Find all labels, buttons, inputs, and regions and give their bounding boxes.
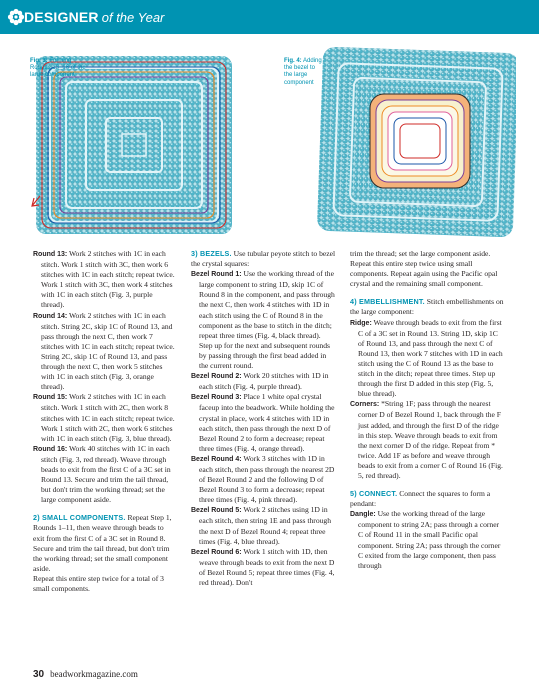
header-band <box>0 0 539 34</box>
fig3-illustration <box>32 56 232 234</box>
page-number: 30 <box>33 669 45 680</box>
bezel-round-3-label: Bezel Round 3: <box>191 394 242 402</box>
bezel-round-2-label: Bezel Round 2: <box>191 373 242 381</box>
site-url[interactable]: beadworkmagazine.com <box>50 669 138 679</box>
corners-text: *String 1F; pass through the nearest corner D of Bezel Round 1, back through the F just added, and through the first D of the ridge in this step. Weave through beads to exit from the next corner D of the ridge. Repeat from * twice. Add 1F as before and weave through beads to exit from a corner C of Round 16 (Fig. 5, red thread). <box>358 399 503 480</box>
fig4-illustration <box>317 47 516 238</box>
fig4-caption-text: Adding the bezel to the large component <box>284 58 322 86</box>
bezel-round-5-paragraph <box>191 505 336 546</box>
round-14-label: Round 14: <box>33 312 68 320</box>
step-4-heading: 4) EMBELLISHMENT. <box>350 297 425 307</box>
bezel-round-1-label: Bezel Round 1: <box>191 271 242 279</box>
bezel-round-6-text: Work 1 stitch with 1D, then weave through beads to exit from the next D of Bezel Round 5; repeat three times (Fig. 4, red thread). Don't <box>199 546 335 587</box>
step-2-repeat: Repeat this entire step twice for a total of 3 small components. <box>33 573 164 593</box>
round-16-text: Work 40 stitches with 1C in each stitch (Fig. 3, red thread). Weave through beads to exit from the first C of a 3C set in Round 13. Secure and trim the tail thread, but don't trim the working thread; set the large component aside. <box>41 443 171 505</box>
corners-paragraph <box>350 399 505 481</box>
round-13-paragraph <box>33 249 176 311</box>
fig3-caption <box>30 58 86 80</box>
dangle-text: Use the working thread of the large component to string 2A; pass through a corner C of Round 11 in the small Pacific opal component. String 2A; pass through the corner C exited from the large component, then pass through <box>358 509 501 570</box>
step-5-heading: 5) CONNECT. <box>350 489 398 499</box>
bezel-round-2-text: Work 20 stitches with 1D in each stitch (Fig. 4, purple thread). <box>199 371 329 392</box>
bezel-round-1-text: Use the working thread of the large component to string 1D, skip 1C of Round 8 in the component, and pass through the next C, then work 4 stitches with 1D in each stitch using the C of Round 8 in the component as the base to stitch in the ditch; repeat three times (Fig. 4, black thread). Step up for the next and subsequent rounds by passing through the first bead added in the current round. <box>199 269 335 371</box>
fig4-label: Fig. 4: <box>284 58 302 64</box>
repeat-step-text: Repeat this entire step twice using small components. Repeat again using the Pacific opal crystal and the remaining small component. <box>350 259 498 289</box>
round-15-text: Work 2 stitches with 1C in each stitch. Work 1 stitch with 2C, then work 8 stitches with 1C in each stitch; repeat twice. Work 1 stitch with 2C, then work 6 stitches with 1C in each stitch (Fig. 3, blue thread). <box>41 392 175 443</box>
title-italic: of the Year <box>101 10 165 25</box>
step-3-text: Use tubular peyote stitch to bezel the crystal squares: <box>191 249 336 269</box>
round-16-label: Round 16: <box>33 445 68 453</box>
round-14-paragraph <box>33 311 176 393</box>
bezel-round-1-paragraph <box>191 269 336 371</box>
continued-text: trim the thread; set the large component aside. <box>350 249 491 258</box>
step-2-paragraph <box>33 513 176 574</box>
flower-icon <box>7 8 25 26</box>
section-title <box>24 8 164 27</box>
fig4-caption <box>284 58 324 87</box>
step-2-heading: 2) SMALL COMPONENTS. <box>33 513 126 523</box>
round-15-label: Round 15: <box>33 394 68 402</box>
bezel-round-4-paragraph <box>191 454 336 505</box>
step-4-paragraph <box>350 297 505 317</box>
title-bold: DESIGNER <box>24 9 99 25</box>
corners-label: Corners: <box>350 401 380 409</box>
figures-area <box>30 46 516 238</box>
bezel-round-3-paragraph <box>191 392 336 454</box>
bezel-round-5-text: Work 2 stitches using 1D in each stitch, then string 1E and pass through the next D of Bezel Round 4; repeat three times (Fig. 4, blue thread). <box>199 505 332 546</box>
bezel-round-6-label: Bezel Round 6: <box>191 548 242 556</box>
step-3-heading: 3) BEZELS. <box>191 249 232 258</box>
bezel-round-3-text: Place 1 white opal crystal faceup into the beadwork. While holding the crystal in place, work 4 stitches with 1D in each stitch, then pass through the next D of Bezel Round 2 to form a decrease; repeat three times (Fig. 4, orange thread). <box>199 392 335 453</box>
dangle-label: Dangle: <box>350 511 376 519</box>
figures-illustration <box>30 46 516 238</box>
step-3-paragraph <box>191 249 336 269</box>
text-column-1 <box>33 249 176 594</box>
round-13-label: Round 13: <box>33 251 68 258</box>
round-15-paragraph <box>33 392 176 443</box>
bezel-round-4-text: Work 3 stitches with 1D in each stitch, then pass through the nearest 2D of Bezel Round 2 and the following D of Bezel Round 3 to form a decrease; repeat three times (Fig. 4, pink thread). <box>199 453 335 505</box>
round-16-paragraph <box>33 444 176 506</box>
bezel-round-4-label: Bezel Round 4: <box>191 455 242 463</box>
fig3-caption-text: Forming Rounds 13–16 of the large component <box>30 58 86 79</box>
bezel-round-5-label: Bezel Round 5: <box>191 507 242 515</box>
ridge-label: Ridge: <box>350 319 372 327</box>
bezel-round-2-paragraph <box>191 371 336 392</box>
text-column-3 <box>350 249 505 571</box>
step-2-text: Repeat Step 1, Rounds 1–11, then weave through beads to exit from the first C of a 3C set in Round 8. Secure and trim the tail thread, but don't trim the working thread; set the small component aside. <box>33 513 172 573</box>
step-5-text: Connect the squares to form a pendant: <box>350 489 491 509</box>
bezel-round-6-paragraph <box>191 547 336 588</box>
ridge-paragraph <box>350 318 505 400</box>
page-footer <box>33 668 138 681</box>
dangle-paragraph <box>350 509 505 571</box>
text-column-2 <box>191 249 336 588</box>
ridge-text: Weave through beads to exit from the first C of a 3C set in Round 13. String 1D, skip 1C of Round 13, and pass through the next C of Round 13, then work 7 stitches with 1D in each stitch using the C of Round 13 as the base to stitch in the ditch; repeat three times. Step up through the first D added in this step (Fig. 5, blue thread). <box>358 317 503 399</box>
fig3-label: Fig. 3: <box>30 58 48 64</box>
round-13-text: Work 2 stitches with 1C in each stitch. Work 1 stitch with 3C, then work 6 stitches with 1C in each stitch; repeat twice. Work 1 stitch with 3C, then work 4 stitches with 1C in each stitch (Fig. 3, purple thread). <box>41 249 175 310</box>
step-5-paragraph <box>350 489 505 509</box>
step-4-text: Stitch embellishments on the large component: <box>350 297 504 317</box>
round-14-text: Work 2 stitches with 1C in each stitch. String 2C, skip 1C of Round 13, and pass through the next C, then work 7 stitches with 1C in each stitch; repeat twice. String 2C, skip 1C of Round 13, and pass through the next C, then work 5 stitches with 1C in each stitch (Fig. 3, orange thread). <box>41 310 175 392</box>
